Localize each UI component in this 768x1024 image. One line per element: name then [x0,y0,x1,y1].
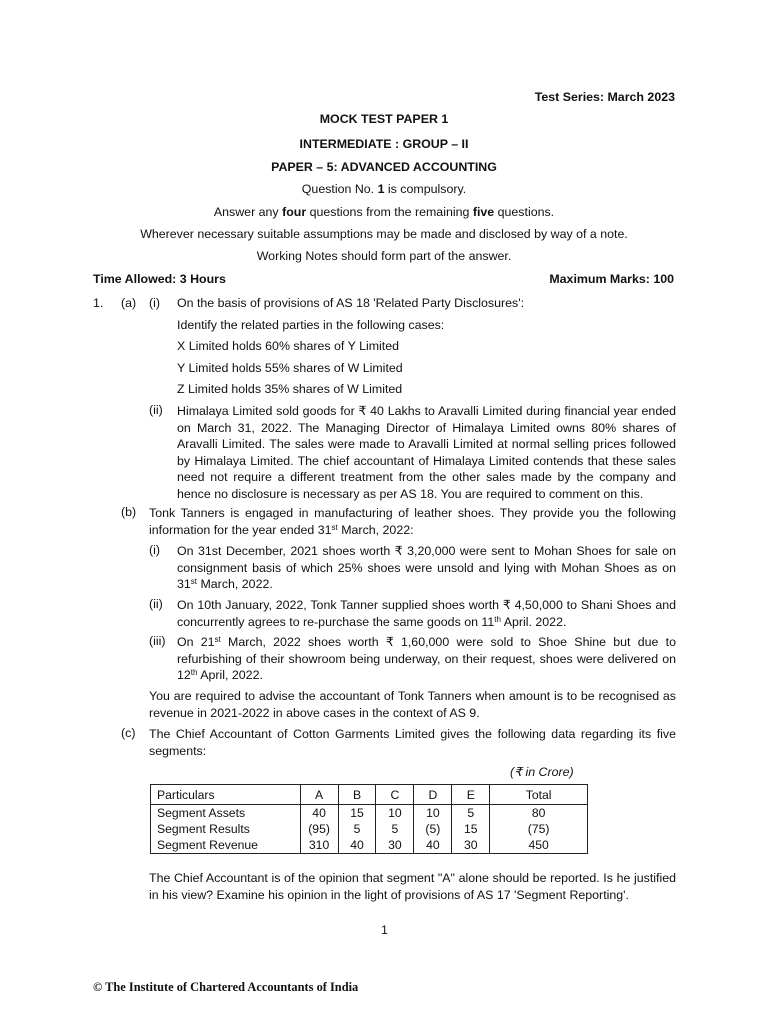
table-cell: 80 [490,805,588,822]
part-a-i-case3: Z Limited holds 35% shares of W Limited [177,382,403,396]
table-header-cell: B [338,785,376,805]
table-cell: 10 [414,805,452,822]
table-cell: 40 [414,837,452,854]
table-cell: (5) [414,821,452,837]
part-b-label: (b) [121,505,137,519]
part-a-label: (a) [121,296,137,310]
part-a-i-case1: X Limited holds 60% shares of Y Limited [177,339,400,353]
table-cell: 40 [338,837,376,854]
table-cell: 450 [490,837,588,854]
table-row [151,805,588,822]
part-a-i-case2: Y Limited holds 55% shares of W Limited [177,361,403,375]
table-header-cell: C [376,785,414,805]
instruction-working-notes: Working Notes should form part of the answer. [256,249,512,263]
part-a-ii-label: (ii) [149,403,163,417]
table-cell: 5 [338,821,376,837]
table-cell: Segment Assets [151,805,301,822]
part-b-iii-label: (iii) [149,634,166,648]
table-header-cell: D [414,785,452,805]
part-a-ii-text: Himalaya Limited sold goods for ₹ 40 Lakhs to Aravalli Limited during financial year ended on March 31, 2022. The Managing Director of Himalaya Limited owns 80% shares of Aravalli Limited. The sales were made to Aravalli Limited at normal selling prices followed by Himalaya Limited. The chief accountant of Himalaya Limited contends that these sales need not require a different treatment from the other sales made by the company and hence no disclosure is necessary as per AS 18. You are required to comment on this. [177,404,676,501]
table-header-cell: E [452,785,490,805]
group-title: INTERMEDIATE : GROUP – II [299,137,469,151]
question-number: 1. [93,296,104,310]
table-cell: 15 [338,805,376,822]
table-cell: 30 [376,837,414,854]
segment-table [150,784,588,854]
part-b-ii-text: On 10th January, 2022, Tonk Tanner supplied shoes worth ₹ 4,50,000 to Shani Shoes and concurrently agrees to re-purchase the same goods on 11th April. 2022. [177,598,676,629]
part-b-ii-label: (ii) [149,597,163,611]
table-header-cell: A [300,785,338,805]
part-b-iii-text: On 21st March, 2022 shoes worth ₹ 1,60,000 were sold to Shoe Shine but due to refurbishing of their showroom being underway, on their request, shoes were delivered on 12th April, 2022. [177,635,676,682]
part-b-intro: Tonk Tanners is engaged in manufacturing of leather shoes. They provide you the following information for the year ended 31st March, 2022: [149,506,676,537]
paper-name: PAPER – 5: ADVANCED ACCOUNTING [271,160,497,174]
unit-note: (₹ in Crore) [510,765,574,779]
footer-copyright: © The Institute of Chartered Accountants of India [93,980,359,994]
part-c-label: (c) [121,726,136,740]
table-row [151,837,588,854]
maximum-marks: Maximum Marks: 100 [549,272,674,286]
table-cell: 15 [452,821,490,837]
paper-title: MOCK TEST PAPER 1 [319,112,449,126]
table-cell: Segment Results [151,821,301,837]
table-cell: (95) [300,821,338,837]
table-header-cell: Particulars [151,785,301,805]
table-cell: 10 [376,805,414,822]
table-cell: 30 [452,837,490,854]
table-header-cell: Total [490,785,588,805]
instruction-assumptions: Wherever necessary suitable assumptions may be made and disclosed by way of a note. [140,227,628,241]
page-number: 1 [381,923,388,937]
time-allowed: Time Allowed: 3 Hours [93,272,226,286]
table-cell: 5 [376,821,414,837]
table-cell: (75) [490,821,588,837]
part-b-i-text: On 31st December, 2021 shoes worth ₹ 3,20,000 were sent to Mohan Shoes for sale on consignment basis of which 25% shoes were unsold and lying with Mohan Shoes as on 31st March, 2022. [177,544,676,591]
table-cell: 5 [452,805,490,822]
test-series: Test Series: March 2023 [534,90,675,104]
part-c-question: The Chief Accountant is of the opinion that segment "A" alone should be reported. Is he justified in his view? Examine his opinion in the light of provisions of AS 17 'Segment Reporting'. [149,871,676,902]
table-cell: 40 [300,805,338,822]
part-a-i-label: (i) [149,296,161,310]
part-b-i-label: (i) [149,543,161,557]
part-a-i-line1: On the basis of provisions of AS 18 'Related Party Disclosures': [177,296,525,310]
part-b-requirement: You are required to advise the accountant of Tonk Tanners when amount is to be recognised as revenue in 2021-2022 in above cases in the context of AS 9. [149,689,676,720]
table-row [151,821,588,837]
table-header-row [151,785,588,805]
table-cell: 310 [300,837,338,854]
part-c-intro: The Chief Accountant of Cotton Garments Limited gives the following data regarding its five segments: [149,727,676,758]
instruction-compulsory: Question No. 1 is compulsory. [301,182,467,196]
instruction-answer-any: Answer any four questions from the remaining five questions. [213,205,555,219]
part-a-i-line2: Identify the related parties in the following cases: [177,318,445,332]
table-cell: Segment Revenue [151,837,301,854]
